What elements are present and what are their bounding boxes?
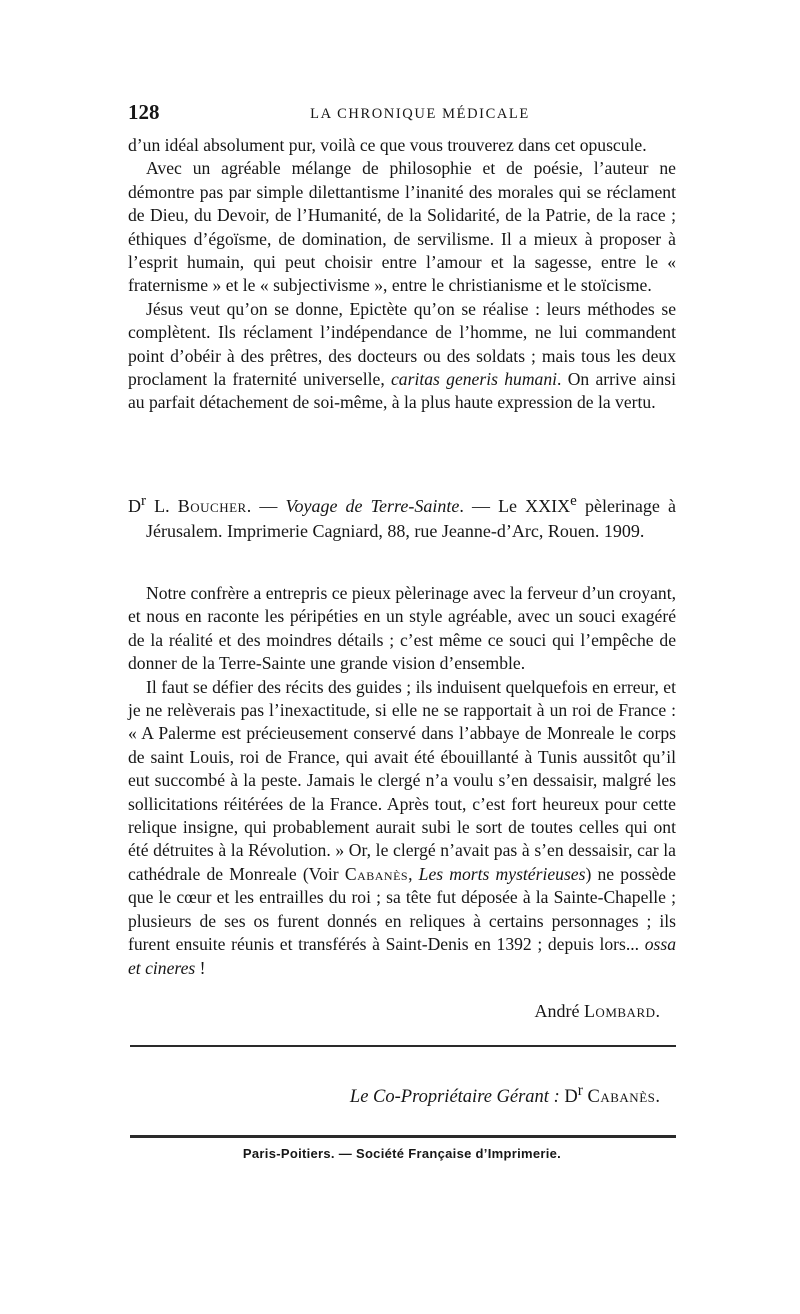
book-reference-title: Les morts mystérieuses [418, 863, 586, 884]
latin-phrase: caritas generis humani [391, 369, 558, 390]
dr-abbrev: D [564, 1087, 578, 1108]
text-run: , [408, 863, 419, 884]
divider-rule [130, 1045, 676, 1047]
dr-superscript: r [577, 1082, 583, 1099]
review-signature [534, 1001, 660, 1022]
book-reference [128, 489, 676, 543]
managing-editor-line [350, 1082, 660, 1108]
paragraph [128, 298, 676, 415]
signature-first-name: André [534, 1001, 584, 1021]
review-continued [128, 134, 676, 415]
paragraph: d’un idéal absolument pur, voilà ce que vous trouverez dans cet opuscule. [128, 135, 647, 155]
divider-rule-thick [130, 1135, 676, 1138]
text-run: . On arrive ainsi au parfait détachement de soi-même, à la plus haute expression de la vertu. [128, 369, 676, 413]
book-citation [128, 489, 676, 543]
author-initial: L. [154, 496, 170, 516]
paragraph [128, 676, 676, 980]
dr-abbrev: D [128, 496, 141, 516]
running-title: LA CHRONIQUE MÉDICALE [310, 106, 530, 122]
manager-name: Cabanès [587, 1087, 656, 1108]
running-head [128, 100, 676, 130]
paragraph: Notre confrère a entrepris ce pieux pèlerinage avec la ferveur d’un croyant, et nous en raconte les péripéties en un style agréable, avec un souci exagéré de la réalité et des moindres détails ; c’est même ce souci qui l’empêche de donner de la Terre-Sainte une grande vision d’ensemble. [128, 583, 676, 674]
author-reference: Cabanès [344, 863, 409, 884]
paragraph: Avec un agréable mélange de philosophie et de poésie, l’auteur ne démontre pas par simple dilettantisme l’inanité des morales qui se réclament de Dieu, du Devoir, de l’Humanité, de la Solidarité, de la Patrie, de la race ; éthiques d’égoïsme, de domination, de servilisme. Il a mieux à proposer à l’esprit humain, qui peut choisir entre l’amour et la sagesse, entre le « fraternisme » et le « subjectivisme », entre le christianisme et le stoïcisme. [128, 158, 676, 296]
signature-surname: Lombard [583, 1001, 656, 1021]
publication-details: pèlerinage à Jérusalem. Imprimerie Cagniard, 88, rue Jeanne-d’Arc, Rouen. 1909. [146, 496, 677, 541]
separator: . — Le XXIX [459, 496, 571, 516]
latin-phrase: ossa et cineres [128, 934, 676, 978]
author-surname: Boucher [177, 496, 247, 516]
separator: . — [246, 496, 286, 516]
manager-period: . [655, 1087, 660, 1108]
text-run: ! [195, 957, 206, 978]
printer-imprint: Paris-Poitiers. — Société Française d’Imprimerie. [242, 1146, 562, 1161]
ordinal-superscript: e [570, 493, 577, 509]
signature-period: . [655, 1001, 660, 1021]
text-run: Jésus veut qu’on se donne, Epictète qu’on se réalise : leurs méthodes se complètent. Ils réclament l’indépendance de l’homme, ne lui commandent point d’obéir à des prêtres, des docteurs ou des soldats ; mais tous les deux proclament la fraternité universelle, [128, 298, 676, 390]
dr-superscript: r [141, 493, 146, 509]
text-run: Il faut se défier des récits des guides ; ils induisent quelquefois en erreur, et je ne relèverais pas l’inexactitude, si elle ne se rapportait à un roi de France : « A Palerme est précieusement conservé dans l’abbaye de Monreale le corps de saint Louis, roi de France, qui avait été ébouillanté à Tunis aussitôt qu’il eut succombé à la peste. Jamais le clergé n’a voulu s’en dessaisir, malgré les sollicitations réitérées de la France. Après tout, c’est fort heureux pour cette relique insigne, qui probablement aurait subi le sort de toutes celles qui ont été détruites à la Révolution. » Or, le clergé n’avait pas à s’en dessaisir, car la cathédrale de Monreale (Voir [128, 676, 676, 884]
page-number: 128 [128, 100, 160, 124]
review-voyage [128, 582, 676, 980]
book-title: Voyage de Terre-Sainte [285, 496, 460, 516]
text-run: ) ne possède que le cœur et les entrailles du roi ; sa tête fut déposée à la Sainte-Chapelle ; plusieurs de ses os furent donnés en reliques à certains personnages ; ils furent ensuite réunis et transférés à Saint-Denis en 1392 ; depuis lors... [128, 863, 676, 955]
manager-label: Le Co-Propriétaire Gérant : [349, 1087, 565, 1108]
